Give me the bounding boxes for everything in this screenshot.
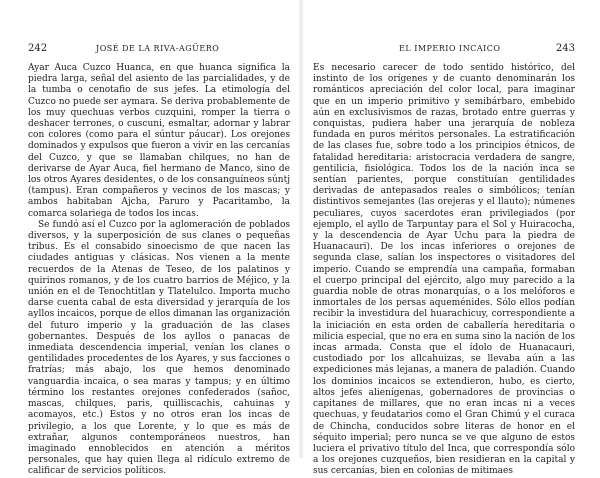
left-page-header — [28, 43, 290, 55]
book-gutter — [298, 0, 304, 458]
left-page — [28, 0, 290, 477]
right-page-header — [313, 43, 575, 55]
right-page — [313, 0, 575, 477]
running-head: EL IMPERIO INCAICO — [399, 44, 501, 53]
left-page-body — [28, 63, 290, 478]
running-head: JOSÉ DE LA RIVA-AGÜERO — [96, 44, 220, 53]
right-page-body — [313, 63, 575, 478]
page-number: 243 — [555, 43, 575, 54]
paragraph: Se fundó así el Cuzco por la aglomeración de poblados diversos, y la superposición de sus clanes o pequeñas tribus. Es el consabido sinoecismo de que nacen las ciudades antiguas y clásicas. Nos vienen a la mente recuerdos de la Atenas de Teseo, de los palatinos y quirinos romanos, y de los cuatro barrios de Méjico, y la unión en el de Tenochtitlan y Tlatelulco. Importa mucho darse cuenta cabal de esta diversidad y jerarquía de los ayllos incaicos, porque de ellos dimanan las organización del futuro imperio y la graduación de las clases gobernantes. Después de los ayllos o panacas de inmediata descendencia imperial, venían los clanes o gentilidades procedentes de los Ayares, y sus facciones o fratrías; más abajo, los que hemos denominado vanguardia incaica, o sea maras y tampus; y en último término los restantes orejones confederados (sañoc, mascas, chilques, paris, quilliscachis, cahuinas y acomayos, etc.) Estos y no otros eran los incas de privilegio, a los que Lorente, y lo que es más de extrañar, algunos contemporáneos nuestros, han imaginado ennoblecidos en atención a méritos personales, que hay quien llega al ridículo extremo de calificar de servicios políticos. — [28, 219, 290, 477]
paragraph: Es necesario carecer de todo sentido histórico, del instinto de los orígenes y de cuanto denominarán los románticos apreciación del color local, para imaginar que en un imperio primitivo y semibárbaro, embebido aún en exclusivismos de razas, brotado entre guerras y conquistas, pudiera haber una jerarquía de nobleza fundada en puros méritos personales. La estratificación de las clases fue, sobre todo a los principios étnicos, de fatalidad hereditaria: aristocracia verdadera de sangre, gentilicia, fisiológica. Todos los de la nación inca se sentían parientes, porque constituían gentilidades derivadas de antepasados reales o simbólicos; tenían distintivos semejantes (las orejeras y el llauto); númenes peculiares, cuyos sacerdotes eran privilegiados (por ejemplo, el ayllo de Tarpuntay para el Sol y Huiracocha, y la descendencia de Ayar Uchu para la piedra de Huanacauri). De los incas inferiores o orejones de segunda clase, salían los inspectores o visitadores del imperio. Cuando se emprendía una campaña, formaban el cuerpo principal del ejército, algo muy parecido a la guardia noble de otras monarquías, o a los melóforos e inmortales de los persas aqueménides. Sólo ellos podían recibir la investidura del huarachicuy, correspondiente a la iniciación en esta orden de caballería hereditaria o milicia especial, que no era en suma sino la nación de los incas armada. Consta que el ídolo de Huanacauri, custodiado por los allcahuizas, se llevaba aún a las expediciones más lejanas, a manera de paladión. Cuando los dominios incaicos se extendieron, hubo, es cierto, altos jefes alienígenas, gobernadores de provincias o capitanes de millares, que no eran incas ni a veces quechuas, y feudatarios como el Gran Chimú y el curaca de Chincha, conducidos sobre literas de honor en el séquito imperial; pero nunca se ve que alguno de estos luciera el privativo título del Inca, que correspondía sólo a los orejones cuzqueños, bien residieran en la capital y sus cercanías, bien en colonias de mitimaes — [313, 63, 575, 477]
page-number: 242 — [28, 43, 48, 54]
paragraph: Ayar Auca Cuzco Huanca, en que huanca significa la piedra larga, señal del asiento de las parcialidades, y de la tumba o cenotafio de sus jefes. La etimología del Cuzco no puede ser aymara. Se deriva probablemente de los muy quechuas verbos cuzquini, romper la tierra o deshacer terrones, o cuscuni, esmaltar, adornar y labrar con colores (como para el súntur páucar). Los orejones dominados y expulsos que fueron a vivir en las cercanías del Cuzco, y que se llamaban chilques, no han de derivarse de Ayar Auca, fiel hermano de Manco, sino de los otros Ayares desidentes, o de los consanguíneos súntj (tampus). Eran compañeros y vecinos de los mascas; y ambos habitaban Ajcha, Paruro y Pacaritambo, la comarca solariega de todos los incas. — [28, 63, 290, 219]
